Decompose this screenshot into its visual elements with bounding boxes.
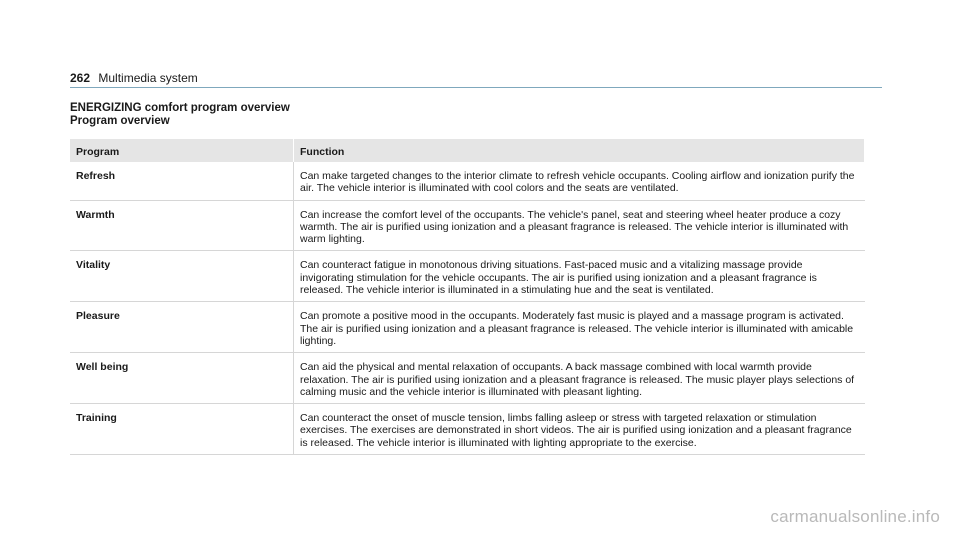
section-name: Multimedia system [98,71,198,85]
table-row [70,353,865,404]
program-name: Warmth [70,200,294,251]
program-name: Well being [70,353,294,404]
table-row [70,302,865,353]
program-function: Can promote a positive mood in the occupants. Moderately fast music is played and a massage program is activated. The air is purified using ionization and a pleasant fragrance is released. The vehicle interior is illuminated with amicable lighting. [294,302,865,353]
table-header-row [70,139,865,162]
program-name: Vitality [70,251,294,302]
watermark: carmanualsonline.info [770,507,940,526]
program-function: Can counteract the onset of muscle tension, limbs falling asleep or stress with targeted relaxation or stimulation exercises. The exercises are demonstrated in short videos. The air is purified using ionization and a pleasant fragrance is released. The vehicle interior is illuminated with lighting appropriate to the exercise. [294,404,865,455]
section-title [70,102,290,128]
program-function: Can aid the physical and mental relaxation of occupants. A back massage combined with local warmth provide relaxation. The air is purified using ionization and a pleasant fragrance is released. The music player plays selections of calming music and the vehicle interior is illuminated with pleasant lighting. [294,353,865,404]
column-header-program: Program [70,139,294,162]
table-row [70,404,865,455]
page-header [70,71,882,85]
page-number: 262 [70,71,91,85]
table-row [70,251,865,302]
program-name: Training [70,404,294,455]
column-header-function: Function [294,139,865,162]
program-function: Can increase the comfort level of the occupants. The vehicle's panel, seat and steering wheel heater produce a cozy warmth. The air is purified using ionization and a pleasant fragrance is released. The vehicle interior is illuminated with warm lighting. [294,200,865,251]
program-function: Can counteract fatigue in monotonous driving situations. Fast-paced music and a vitalizing massage provide invigorating stimulation for the vehicle occupants. The air is purified using ionization and a pleasant fragrance is released. The vehicle interior is illuminated in a stimulating hue and the seat is ventilated. [294,251,865,302]
program-name: Pleasure [70,302,294,353]
table-row [70,200,865,251]
program-overview-table [70,139,865,455]
section-subheading: Program overview [70,115,170,127]
header-divider [70,87,882,88]
section-heading: ENERGIZING comfort program overview [70,102,290,114]
program-name: Refresh [70,162,294,200]
program-function: Can make targeted changes to the interior climate to refresh vehicle occupants. Cooling airflow and ionization purify the air. The vehicle interior is illuminated with cool colors and the seats are ventilated. [294,162,865,200]
table-row [70,162,865,200]
